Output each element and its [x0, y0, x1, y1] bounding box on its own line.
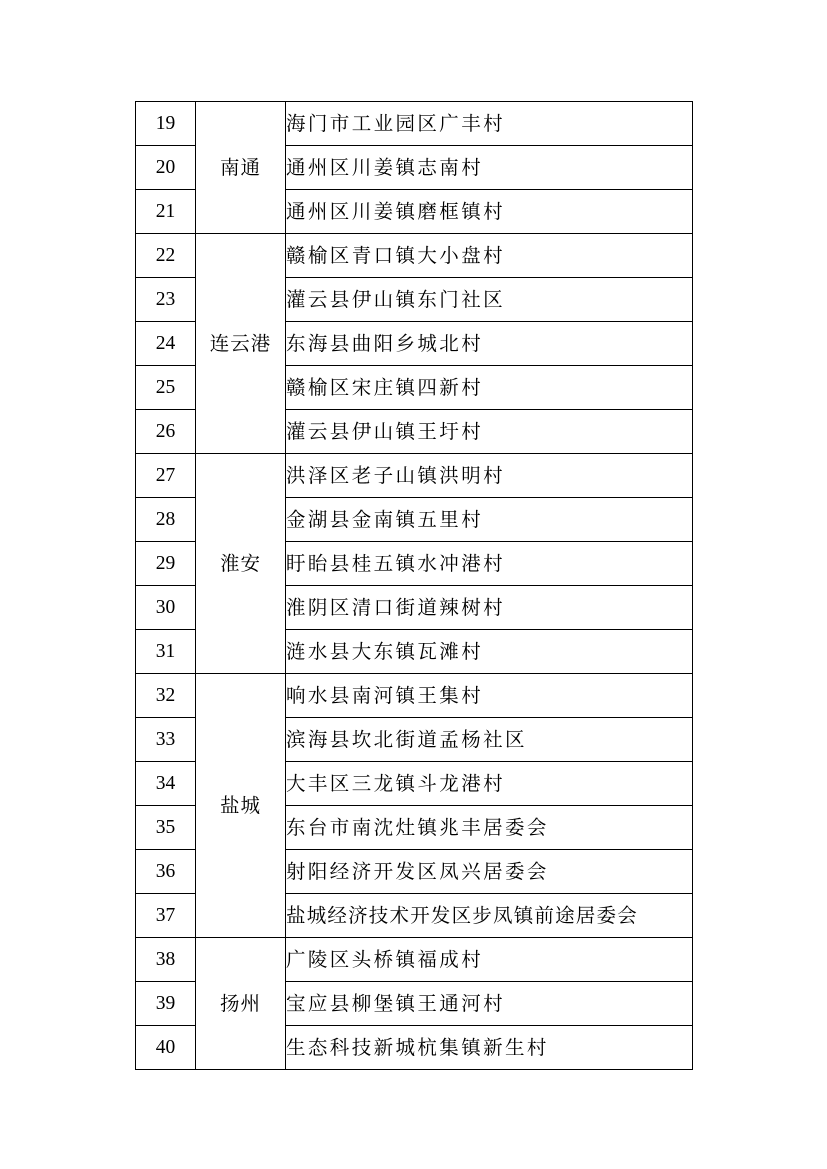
village-name: 响水县南河镇王集村 [286, 674, 693, 718]
city-cell: 南通 [196, 102, 286, 234]
row-number: 19 [136, 102, 196, 146]
row-number: 34 [136, 762, 196, 806]
village-name: 洪泽区老子山镇洪明村 [286, 454, 693, 498]
row-number: 25 [136, 366, 196, 410]
village-name: 生态科技新城杭集镇新生村 [286, 1026, 693, 1070]
row-number: 38 [136, 938, 196, 982]
village-name: 东海县曲阳乡城北村 [286, 322, 693, 366]
village-name: 宝应县柳堡镇王通河村 [286, 982, 693, 1026]
row-number: 32 [136, 674, 196, 718]
row-number: 35 [136, 806, 196, 850]
village-name: 淮阴区清口街道辣树村 [286, 586, 693, 630]
table-row [136, 234, 693, 278]
village-name: 东台市南沈灶镇兆丰居委会 [286, 806, 693, 850]
village-name: 灌云县伊山镇王圩村 [286, 410, 693, 454]
row-number: 30 [136, 586, 196, 630]
row-number: 26 [136, 410, 196, 454]
table-row [136, 674, 693, 718]
row-number: 27 [136, 454, 196, 498]
village-name: 射阳经济开发区凤兴居委会 [286, 850, 693, 894]
village-name: 大丰区三龙镇斗龙港村 [286, 762, 693, 806]
city-cell: 连云港 [196, 234, 286, 454]
village-name: 赣榆区宋庄镇四新村 [286, 366, 693, 410]
row-number: 22 [136, 234, 196, 278]
row-number: 24 [136, 322, 196, 366]
row-number: 37 [136, 894, 196, 938]
table-row [136, 938, 693, 982]
village-name: 盐城经济技术开发区步凤镇前途居委会 [286, 894, 693, 938]
city-cell: 淮安 [196, 454, 286, 674]
row-number: 36 [136, 850, 196, 894]
village-name: 盱眙县桂五镇水冲港村 [286, 542, 693, 586]
row-number: 28 [136, 498, 196, 542]
table-row [136, 102, 693, 146]
village-name: 灌云县伊山镇东门社区 [286, 278, 693, 322]
village-name: 通州区川姜镇磨框镇村 [286, 190, 693, 234]
village-name: 赣榆区青口镇大小盘村 [286, 234, 693, 278]
row-number: 40 [136, 1026, 196, 1070]
village-name: 广陵区头桥镇福成村 [286, 938, 693, 982]
row-number: 39 [136, 982, 196, 1026]
table-row [136, 454, 693, 498]
row-number: 21 [136, 190, 196, 234]
village-name: 金湖县金南镇五里村 [286, 498, 693, 542]
village-name: 滨海县坎北街道孟杨社区 [286, 718, 693, 762]
village-name: 通州区川姜镇志南村 [286, 146, 693, 190]
row-number: 23 [136, 278, 196, 322]
village-name: 海门市工业园区广丰村 [286, 102, 693, 146]
row-number: 29 [136, 542, 196, 586]
city-cell: 盐城 [196, 674, 286, 938]
table-body [136, 102, 693, 1070]
row-number: 31 [136, 630, 196, 674]
row-number: 20 [136, 146, 196, 190]
city-cell: 扬州 [196, 938, 286, 1070]
village-list-table [135, 101, 693, 1070]
village-name: 涟水县大东镇瓦滩村 [286, 630, 693, 674]
row-number: 33 [136, 718, 196, 762]
